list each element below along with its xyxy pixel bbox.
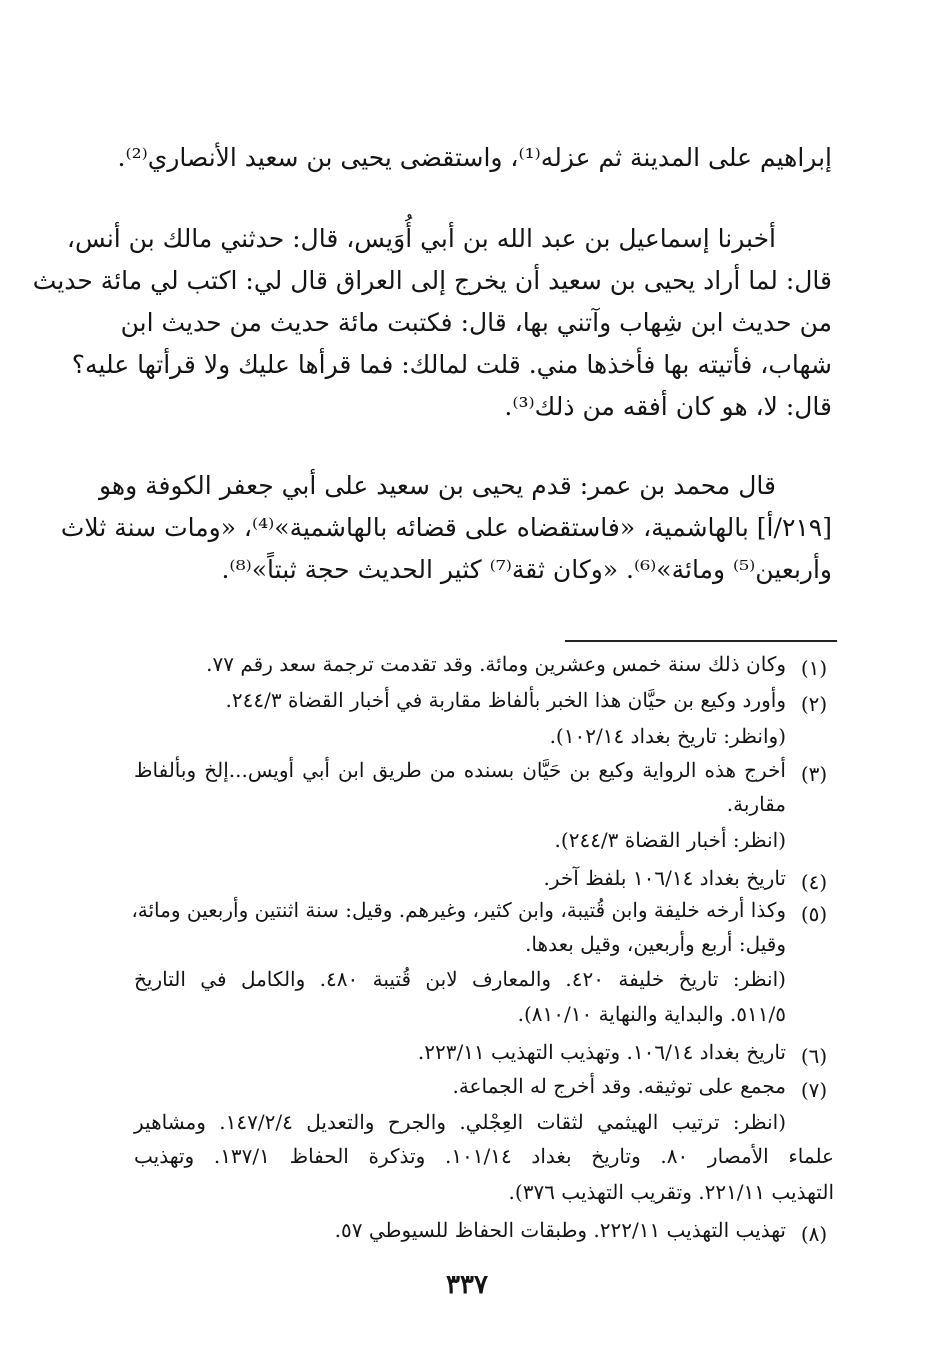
footnote-text: وقيل: أربع وأربعين، وقيل بعدها.: [525, 932, 786, 956]
footnote-number: (٤): [800, 870, 828, 894]
body-line: إبراهيم على المدينة ثم عزله⁽¹⁾، واستقضى يحيى بن سعيد الأنصاري⁽²⁾.: [117, 143, 832, 172]
footnote-number: (٦): [800, 1044, 828, 1068]
footnote-number: (٢): [800, 692, 828, 716]
body-line: من حديث ابن شِهاب وآتني بها، قال: فكتبت مائة حديث من حديث ابن: [120, 308, 832, 337]
page-number: ٣٣٧: [446, 1270, 488, 1300]
body-line: قال: لما أراد يحيى بن سعيد أن يخرج إلى العراق قال لي: اكتب لي مائة حديث: [32, 266, 832, 295]
footnote-text: تاريخ بغداد ١٠٦/١٤. وتهذيب التهذيب ٢٢٣/١١.: [417, 1040, 786, 1064]
footnote-number: (٧): [800, 1078, 828, 1102]
footnote-text: وكان ذلك سنة خمس وعشرين ومائة. وقد تقدمت ترجمة سعد رقم ٧٧.: [206, 652, 786, 676]
footnote-text: تهذيب التهذيب ٢٢٢/١١. وطبقات الحفاظ للسيوطي ٥٧.: [334, 1218, 786, 1242]
footnote-text: مقاربة.: [726, 792, 786, 816]
footnote-text: ٥١١/٥. والبداية والنهاية ٨١٠/١٠).: [517, 1002, 786, 1026]
footnote-text: علماء الأمصار ٨٠. وتاريخ بغداد ١٠١/١٤. وتذكرة الحفاظ ١٣٧/١. وتهذيب: [134, 1144, 834, 1168]
footnote-text: مجمع على توثيقه. وقد أخرج له الجماعة.: [452, 1074, 786, 1098]
footnote-number: (٨): [800, 1222, 828, 1246]
body-line: شهاب، فأتيته بها فأخذها مني. قلت لمالك: فما قرأها عليك ولا قرأتها عليه؟: [71, 350, 832, 379]
footnote-text: (انظر: أخبار القضاة ٢٤٤/٣).: [554, 828, 786, 852]
footnote-text: وأورد وكيع بن حيَّان هذا الخبر بألفاظ مقاربة في أخبار القضاة ٢٤٤/٣.: [225, 688, 786, 712]
footnote-text: (انظر: ترتيب الهيثمي لثقات العِجْلي. والجرح والتعديل ١٤٧/٢/٤. ومشاهير: [134, 1110, 787, 1134]
footnote-text: التهذيب ٢٢١/١١. وتقريب التهذيب ٣٧٦).: [508, 1180, 834, 1204]
footnote-text: وكذا أرخه خليفة وابن قُتيبة، وابن كثير، وغيرهم. وقيل: سنة اثنتين وأربعين ومائة،: [131, 898, 786, 922]
footnote-text: تاريخ بغداد ١٠٦/١٤ بلفظ آخر.: [543, 866, 786, 890]
body-line: قال: لا، هو كان أفقه من ذلك⁽³⁾.: [504, 392, 832, 421]
footnote-number: (١): [800, 656, 828, 680]
footnote-number: (٣): [800, 762, 828, 786]
body-line: قال محمد بن عمر: قدم يحيى بن سعيد على أبي جعفر الكوفة وهو: [98, 471, 776, 500]
body-line: وأربعين⁽⁵⁾ ومائة»⁽⁶⁾. «وكان ثقة⁽⁷⁾ كثير الحديث حجة ثبتاً»⁽⁸⁾.: [221, 555, 832, 584]
footnote-text: (انظر: تاريخ خليفة ٤٢٠. والمعارف لابن قُتيبة ٤٨٠. والكامل في التاريخ: [134, 967, 786, 991]
body-line: [٢١٩/أ] بالهاشمية، «فاستقضاه على قضائه بالهاشمية»⁽⁴⁾، «ومات سنة ثلاث: [60, 513, 832, 542]
footnote-text: (وانظر: تاريخ بغداد ١٠٢/١٤).: [549, 724, 786, 748]
footnote-text: أخرج هذه الرواية وكيع بن حَيَّان بسنده من طريق ابن أبي أويس...إلخ وبألفاظ: [134, 758, 786, 782]
body-line: أخبرنا إسماعيل بن عبد الله بن أبي أُوَيس، قال: حدثني مالك بن أنس،: [66, 224, 776, 253]
footnote-number: (٥): [800, 902, 828, 926]
footnote-divider: [565, 640, 837, 642]
